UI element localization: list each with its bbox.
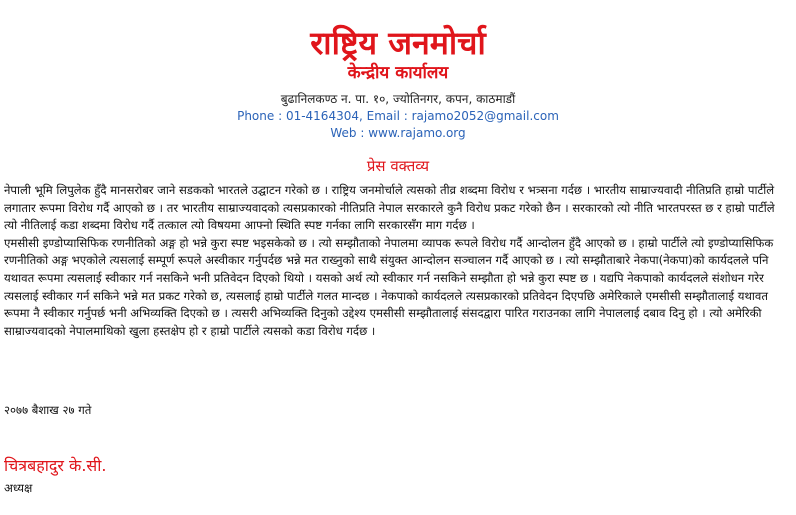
- contact-line[interactable]: Phone : 01-4164304, Email : rajamo2052@gmail.com: [237, 109, 559, 123]
- statement-paragraph: एमसीसी इण्डोप्यासिफिक रणनीतिको अङ्ग हो भन्ने कुरा स्पष्ट भइसकेको छ । त्यो सम्झौताको नेपालमा व्यापक रूपले विरोध गर्दै आन्दोलन हुँदै आएको छ । हाम्रो पार्टीले त्यो इण्डोप्यासिफिक रणनीतिको अङ्ग भएकोले त्यसलाई सम्पूर्ण रूपले अस्वीकार गर्नुपर्दछ भन्ने मत राख्नुको साथै संयुक्त आन्दोलन सञ्चालन गर्दै आएको छ । त्यो सम्झौताबारे नेकपा(नेकपा)को कार्यदलले पनि यथावत रूपमा त्यसलाई स्वीकार गर्न नसकिने भनी प्रतिवेदन दिएको थियो । यसको अर्थ त्यो स्वीकार गर्न नसकिने सम्झौता हो भन्ने कुरा स्पष्ट छ । यद्यपि नेकपाको कार्यदलले संशोधन गरेर त्यसलाई स्वीकार गर्न सकिने भन्ने मत प्रकट गरेको छ, त्यसलाई हाम्रो पार्टीले गलत मान्दछ । नेकपाको कार्यदलले त्यसप्रकारको प्रतिवेदन दिएपछि अमेरिकाले एमसीसी सम्झौतालाई यथावत रूपमा नै स्वीकार गर्नुपर्छ भनी अभिव्यक्ति दिएको छ । त्यसरी अभिव्यक्ति दिनुको उद्देश्य एमसीसी सम्झौतालाई संसदद्वारा पारित गराउनका लागि नेपाललाई दबाव दिनु हो । त्यो अमेरिकी साम्राज्यवादको नेपालमाथिको खुला हस्तक्षेप हो र हाम्रो पार्टीले त्यसको कडा विरोध गर्दछ ।: [4, 235, 774, 338]
- signatory-role: अध्यक्ष: [4, 481, 33, 495]
- office-name: केन्द्रीय कार्यालय: [347, 63, 449, 83]
- statement-body: [4, 182, 784, 340]
- press-statement-title: प्रेस वक्तव्य: [366, 157, 430, 175]
- website-line[interactable]: Web : www.rajamo.org: [330, 126, 466, 140]
- address-line: बुढानिलकण्ठ न. पा. १०, ज्योतिनगर, कपन, काठमाडौं: [280, 92, 516, 106]
- statement-date: २०७७ बैशाख २७ गते: [4, 403, 92, 417]
- organization-name: राष्ट्रिय जनमोर्चा: [310, 24, 486, 62]
- signatory-name: चित्रबहादुर के.सी.: [4, 456, 107, 475]
- statement-paragraph: नेपाली भूमि लिपुलेक हुँदै मानसरोबर जाने सडकको भारतले उद्घाटन गरेको छ । राष्ट्रिय जनमोर्चाले त्यसको तीव्र शब्दमा विरोध र भत्र्सना गर्दछ । भारतीय साम्राज्यवादी नीतिप्रति हाम्रो पार्टीले लगातार रूपमा विरोध गर्दै आएको छ । तर भारतीय साम्राज्यवादको त्यसप्रकारको नीतिप्रति नेपाल सरकारले कुनै विरोध प्रकट गरेको छैन । सरकारको त्यो नीति भारतपरस्त छ र हाम्रो पार्टीले त्यो नीतिलाई कडा शब्दमा विरोध गर्दै तत्काल त्यो विषयमा आफ्नो स्थिति स्पष्ट गर्नका लागि सरकारसँग माग गर्दछ ।: [4, 183, 775, 233]
- letterhead: [0, 0, 796, 176]
